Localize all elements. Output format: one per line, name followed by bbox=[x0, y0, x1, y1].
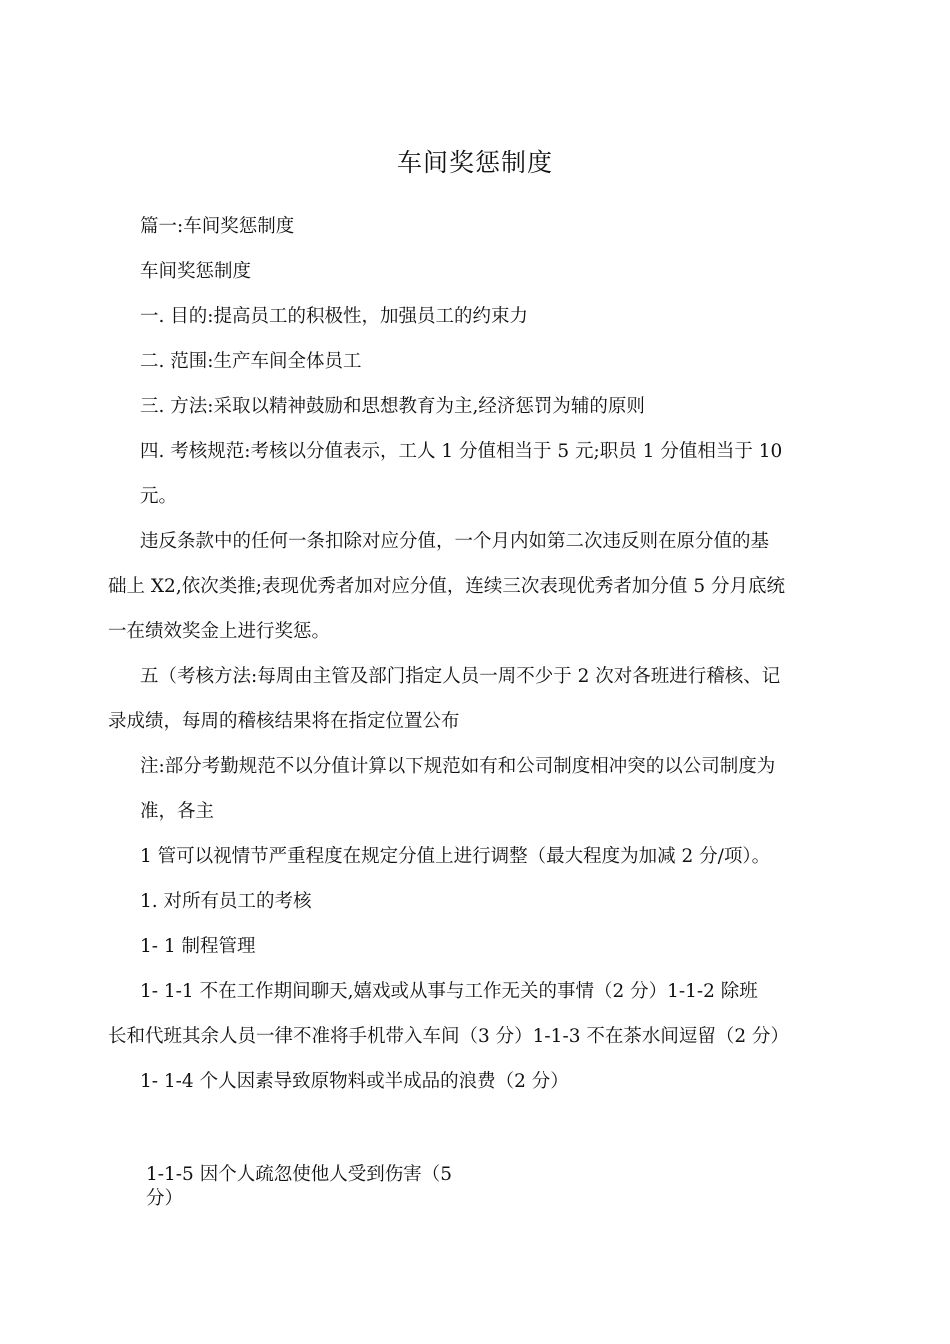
document-title: 车间奖惩制度 bbox=[396, 148, 553, 177]
text-line: 准，各主 bbox=[140, 801, 215, 822]
text-line: 长和代班其余人员一律不准将手机带入车间（3 分）1-1-3 不在茶水间逗留（2 分） bbox=[108, 1026, 789, 1047]
text-line: 车间奖惩制度 bbox=[140, 261, 252, 282]
text-line: 1. 对所有员工的考核 bbox=[140, 891, 312, 912]
text-line: 1- 1 制程管理 bbox=[140, 936, 256, 957]
text-line: 四. 考核规范:考核以分值表示，工人 1 分值相当于 5 元;职员 1 分值相当于 10 bbox=[140, 441, 783, 462]
note-line: 分） bbox=[146, 1188, 184, 1209]
text-line: 篇一:车间奖惩制度 bbox=[140, 216, 295, 237]
text-line: 录成绩，每周的稽核结果将在指定位置公布 bbox=[108, 711, 460, 732]
text-line: 五（考核方法:每周由主管及部门指定人员一周不少于 2 次对各班进行稽核、记 bbox=[140, 666, 781, 687]
text-line: 1 管可以视情节严重程度在规定分值上进行调整（最大程度为加减 2 分/项）。 bbox=[140, 846, 771, 867]
text-line: 二. 范围:生产车间全体员工 bbox=[140, 351, 362, 372]
note-line: 1-1-5 因个人疏忽使他人受到伤害（5 bbox=[146, 1164, 452, 1185]
text-line: 础上 X2,依次类推;表现优秀者加对应分值，连续三次表现优秀者加分值 5 分月底统 bbox=[108, 576, 785, 597]
text-line: 注:部分考勤规范不以分值计算以下规范如有和公司制度相冲突的以公司制度为 bbox=[140, 756, 776, 777]
note-block bbox=[146, 1163, 486, 1211]
text-line: 1- 1-4 个人因素导致原物料或半成品的浪费（2 分） bbox=[140, 1071, 569, 1092]
text-line: 一在绩效奖金上进行奖惩。 bbox=[108, 621, 331, 642]
text-line: 三. 方法:采取以精神鼓励和思想教育为主,经济惩罚为辅的原则 bbox=[140, 396, 645, 417]
text-line: 元。 bbox=[140, 486, 178, 507]
text-line: 违反条款中的任何一条扣除对应分值，一个月内如第二次违反则在原分值的基 bbox=[140, 531, 770, 552]
text-line: 一. 目的:提高员工的积极性，加强员工的约束力 bbox=[140, 306, 528, 327]
text-line: 1- 1-1 不在工作期间聊天,嬉戏或从事与工作无关的事情（2 分）1-1-2 除班 bbox=[140, 981, 758, 1002]
